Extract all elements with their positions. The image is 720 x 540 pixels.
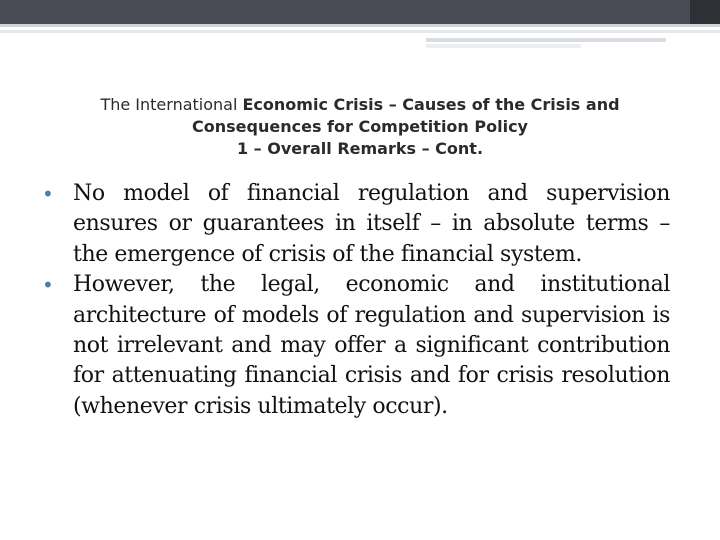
list-item bbox=[42, 270, 670, 422]
header-rule bbox=[0, 30, 720, 33]
header-band bbox=[0, 0, 720, 24]
bullet-text: No model of financial regulation and supervision ensures or guarantees in itself – in absolute terms – the emergence of crisis of the financial system. bbox=[73, 181, 670, 267]
bullet-text: However, the legal, economic and institutional architecture of models of regulation and supervision is not irrelevant and may offer a significant contribution for attenuating financial crisis and for crisis resolution (whenever crisis ultimately occur). bbox=[73, 272, 670, 419]
bullet-list bbox=[42, 179, 670, 422]
header-band-accent bbox=[690, 0, 720, 24]
list-item bbox=[42, 179, 670, 270]
header-rule bbox=[426, 38, 666, 42]
title-line-1 bbox=[60, 94, 660, 116]
header-rule bbox=[0, 24, 720, 27]
title-line-2: Consequences for Competition Policy bbox=[192, 117, 528, 136]
bullet-marker: • bbox=[42, 182, 54, 206]
bullet-marker: • bbox=[42, 273, 54, 298]
title-line-3: 1 – Overall Remarks – Cont. bbox=[236, 139, 484, 158]
slide-title bbox=[60, 94, 660, 160]
header-rule bbox=[426, 44, 581, 48]
title-emphasis: Economic Crisis – Causes of the Crisis and bbox=[242, 95, 620, 114]
title-prefix: The International bbox=[100, 95, 243, 114]
